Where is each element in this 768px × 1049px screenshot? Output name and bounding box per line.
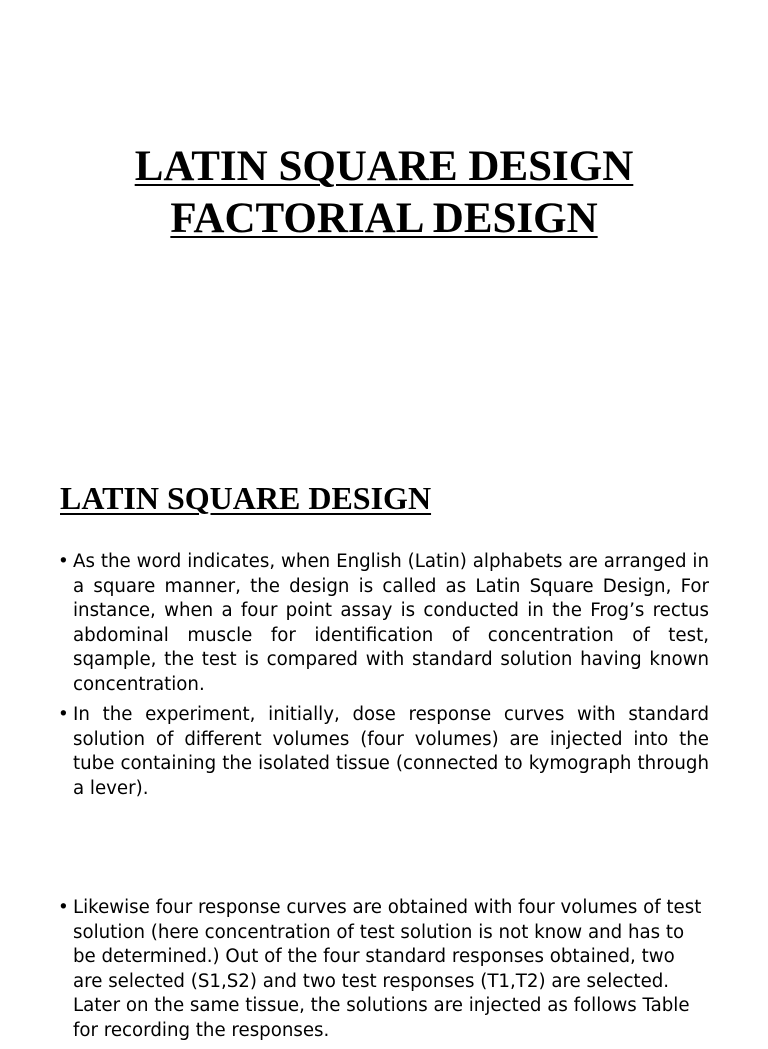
bullet-item: [58, 703, 709, 801]
bullet-list: [58, 550, 709, 807]
title-slide: [0, 0, 768, 430]
bullet-dot-icon: •: [58, 897, 69, 918]
bullet-text: In the experiment, initially, dose response curves with standard solution of different volumes (four volumes) are injected into the tube containing the isolated tissue (connected to kymograph through a lever).: [73, 704, 709, 799]
content-slide: [0, 430, 768, 1041]
slide-title: [0, 141, 768, 245]
bullet-text: As the word indicates, when English (Latin) alphabets are arranged in a square manner, the design is called as Latin Square Design, For instance, when a four point assay is conducted in the Frog’s rectus abdominal muscle for identification of concentration of test, sqample, the test is compared with standard solution having known concentration.: [73, 551, 709, 695]
bullet-text: Likewise four response curves are obtained with four volumes of test solution (here concentration of test solution is not know and has to be determined.) Out of the four standard responses obtained, two are selected (S1,S2) and two test responses (T1,T2) are selected. Later on the same tissue, the solutions are injected as follows Table for recording the responses.: [73, 897, 702, 1041]
slide-title-line-2: FACTORIAL DESIGN: [170, 194, 598, 242]
bullet-item: [58, 896, 709, 1043]
bullet-list-continued: [58, 896, 709, 1049]
slide-title-line-1: LATIN SQUARE DESIGN: [134, 142, 634, 190]
bullet-dot-icon: •: [58, 551, 69, 572]
bullet-item: [58, 550, 709, 697]
bullet-dot-icon: •: [58, 704, 69, 725]
section-heading: LATIN SQUARE DESIGN: [60, 480, 432, 516]
